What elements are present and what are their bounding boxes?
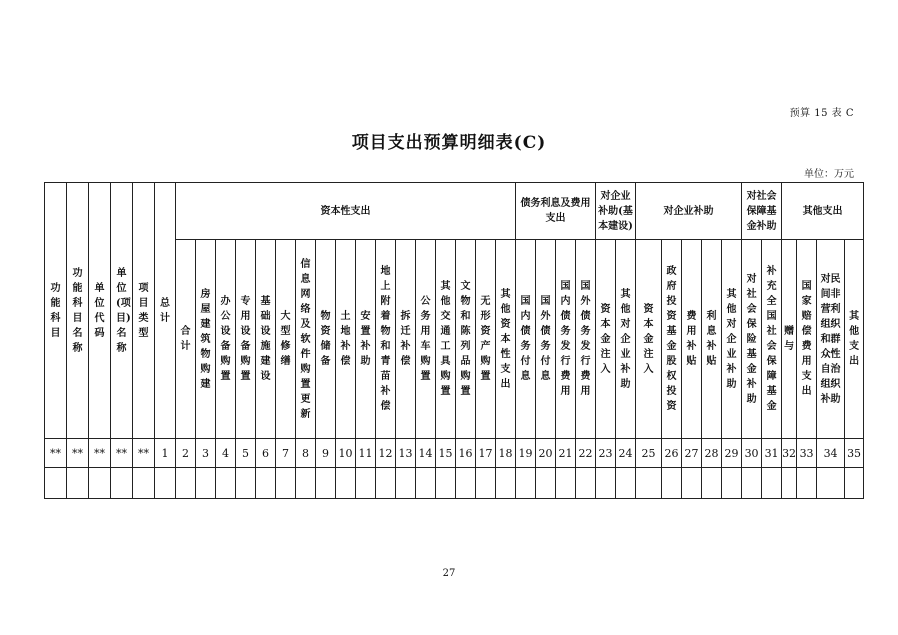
sub-header-cell: 物资储备 — [316, 240, 336, 439]
data-cell — [702, 468, 722, 499]
number-cell: 30 — [742, 439, 762, 468]
number-cell: 21 — [556, 439, 576, 468]
page-number: 27 — [442, 568, 456, 579]
data-cell — [536, 468, 556, 499]
number-cell: 28 — [702, 439, 722, 468]
data-cell — [376, 468, 396, 499]
number-cell: 34 — [817, 439, 845, 468]
group-header-enterprise-subsidy: 对企业补助 — [636, 183, 742, 240]
sub-header-cell: 地上附着物和青苗补偿 — [376, 240, 396, 439]
number-cell: 6 — [256, 439, 276, 468]
number-cell: 25 — [636, 439, 662, 468]
data-cell — [256, 468, 276, 499]
sub-header-cell: 对民间非营利组织和群众性自治组织补助 — [817, 240, 845, 439]
number-cell: ** — [111, 439, 133, 468]
number-cell: 18 — [496, 439, 516, 468]
sub-header-cell: 土地补偿 — [336, 240, 356, 439]
group-header-social-security: 对社会保障基金补助 — [742, 183, 782, 240]
data-cell — [111, 468, 133, 499]
number-cell: 31 — [762, 439, 782, 468]
sub-header-cell: 办公设备购置 — [216, 240, 236, 439]
budget-table — [44, 182, 864, 499]
sub-header-cell: 其他资本性支出 — [496, 240, 516, 439]
data-cell — [276, 468, 296, 499]
data-cell — [762, 468, 782, 499]
sub-header-cell: 国外债务发行费用 — [576, 240, 596, 439]
number-cell: 1 — [155, 439, 176, 468]
data-cell — [817, 468, 845, 499]
number-cell: 19 — [516, 439, 536, 468]
data-cell — [616, 468, 636, 499]
sub-header-cell: 政府投资基金股权投资 — [662, 240, 682, 439]
data-cell — [845, 468, 864, 499]
number-cell: 3 — [196, 439, 216, 468]
number-cell: 26 — [662, 439, 682, 468]
data-cell — [682, 468, 702, 499]
data-cell — [336, 468, 356, 499]
data-cell — [236, 468, 256, 499]
data-cell — [176, 468, 196, 499]
number-cell: 7 — [276, 439, 296, 468]
header-cell-unit-code: 单位代码 — [89, 183, 111, 439]
number-cell: 27 — [682, 439, 702, 468]
number-cell: 15 — [436, 439, 456, 468]
sub-header-cell: 资本金注入 — [636, 240, 662, 439]
group-header-capital: 资本性支出 — [176, 183, 516, 240]
number-cell: 32 — [782, 439, 797, 468]
number-cell: 24 — [616, 439, 636, 468]
data-cell — [576, 468, 596, 499]
sub-header-cell: 安置补助 — [356, 240, 376, 439]
data-cell — [476, 468, 496, 499]
sub-header-cell: 对社会保险基金补助 — [742, 240, 762, 439]
sub-header-cell: 拆迁补偿 — [396, 240, 416, 439]
data-cell — [89, 468, 111, 499]
data-cell — [742, 468, 762, 499]
number-cell: 35 — [845, 439, 864, 468]
group-header-enterprise-construction: 对企业补助(基本建设) — [596, 183, 636, 240]
number-cell: 4 — [216, 439, 236, 468]
sub-header-cell: 资本金注入 — [596, 240, 616, 439]
number-cell: 23 — [596, 439, 616, 468]
sub-header-cell: 专用设备购置 — [236, 240, 256, 439]
sub-header-cell: 其他对企业补助 — [616, 240, 636, 439]
sub-header-cell: 国外债务付息 — [536, 240, 556, 439]
sub-header-cell: 其他交通工具购置 — [436, 240, 456, 439]
data-cell — [216, 468, 236, 499]
number-cell: 5 — [236, 439, 256, 468]
sub-header-cell: 其他对企业补助 — [722, 240, 742, 439]
sub-header-cell: 文物和陈列品购置 — [456, 240, 476, 439]
data-cell — [782, 468, 797, 499]
sub-header-cell: 合计 — [176, 240, 196, 439]
page-title: 项目支出预算明细表(C) — [351, 133, 547, 153]
data-cell — [296, 468, 316, 499]
data-cell — [396, 468, 416, 499]
sub-header-cell: 国内债务付息 — [516, 240, 536, 439]
data-cell — [496, 468, 516, 499]
sub-header-cell: 费用补贴 — [682, 240, 702, 439]
data-cell — [316, 468, 336, 499]
number-cell: 2 — [176, 439, 196, 468]
data-cell — [596, 468, 616, 499]
number-cell: 14 — [416, 439, 436, 468]
sub-header-cell: 信息网络及软件购置更新 — [296, 240, 316, 439]
group-header-debt: 债务利息及费用支出 — [516, 183, 596, 240]
number-cell: 29 — [722, 439, 742, 468]
data-cell — [636, 468, 662, 499]
number-cell: ** — [45, 439, 67, 468]
number-cell: 12 — [376, 439, 396, 468]
data-cell — [67, 468, 89, 499]
data-cell — [45, 468, 67, 499]
group-header-other: 其他支出 — [782, 183, 864, 240]
header-cell-function-name: 功能科目名称 — [67, 183, 89, 439]
data-cell — [416, 468, 436, 499]
sub-header-cell: 大型修缮 — [276, 240, 296, 439]
data-cell — [797, 468, 817, 499]
sub-header-cell: 其他支出 — [845, 240, 864, 439]
number-cell: ** — [89, 439, 111, 468]
sub-header-cell: 补充全国社会保障基金 — [762, 240, 782, 439]
header-cell-project-type: 项目类型 — [133, 183, 155, 439]
number-cell: ** — [133, 439, 155, 468]
sub-header-cell: 国内债务发行费用 — [556, 240, 576, 439]
data-cell — [662, 468, 682, 499]
number-cell: 13 — [396, 439, 416, 468]
sub-header-cell: 国家赔偿费用支出 — [797, 240, 817, 439]
sub-header-cell: 利息补贴 — [702, 240, 722, 439]
data-cell — [155, 468, 176, 499]
number-cell: 9 — [316, 439, 336, 468]
number-cell: 22 — [576, 439, 596, 468]
header-cell-function-code: 功能科目 — [45, 183, 67, 439]
data-cell — [456, 468, 476, 499]
number-cell: 11 — [356, 439, 376, 468]
sub-header-cell: 无形资产购置 — [476, 240, 496, 439]
data-cell — [722, 468, 742, 499]
number-cell: 8 — [296, 439, 316, 468]
number-cell: ** — [67, 439, 89, 468]
sub-header-cell: 赠与 — [782, 240, 797, 439]
data-cell — [556, 468, 576, 499]
number-cell: 17 — [476, 439, 496, 468]
sub-header-cell: 房屋建筑物购建 — [196, 240, 216, 439]
sub-header-cell: 公务用车购置 — [416, 240, 436, 439]
table-row — [45, 468, 864, 499]
data-cell — [436, 468, 456, 499]
number-cell: 33 — [797, 439, 817, 468]
data-cell — [196, 468, 216, 499]
data-cell — [516, 468, 536, 499]
header-cell-unit-name: 单位(项目)名称 — [111, 183, 133, 439]
number-cell: 16 — [456, 439, 476, 468]
data-cell — [356, 468, 376, 499]
number-cell: 10 — [336, 439, 356, 468]
unit-label: 单位：万元 — [804, 169, 854, 180]
data-cell — [133, 468, 155, 499]
number-cell: 20 — [536, 439, 556, 468]
table-code: 预算 15 表 C — [789, 108, 854, 119]
header-cell-total: 总计 — [155, 183, 176, 439]
sub-header-cell: 基础设施建设 — [256, 240, 276, 439]
